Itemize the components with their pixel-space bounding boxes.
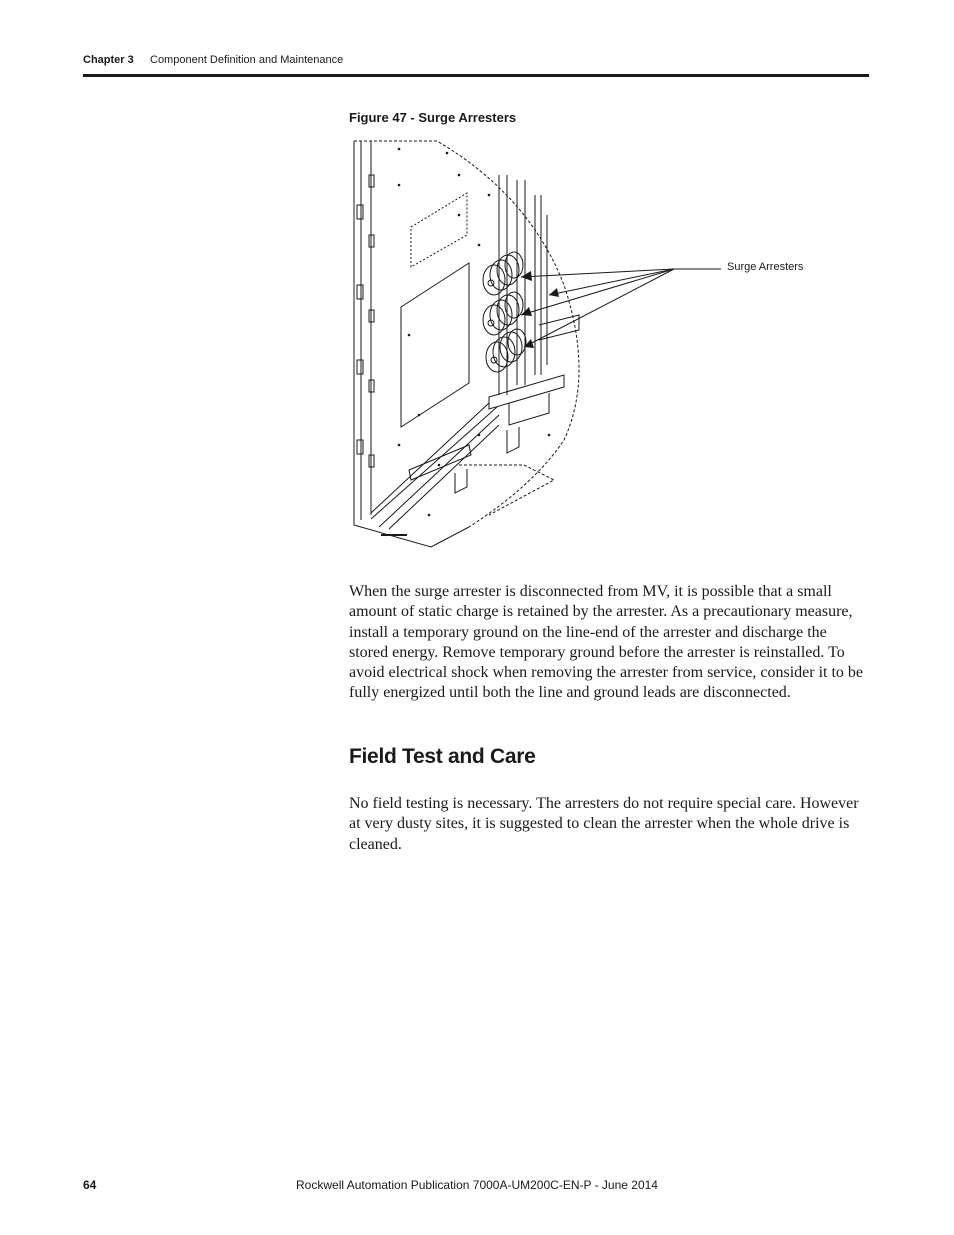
section-heading: Field Test and Care: [349, 745, 536, 768]
header-chapter: Chapter 3: [83, 54, 134, 66]
footer-publication: Rockwell Automation Publication 7000A-UM200C-EN-P - June 2014: [296, 1178, 658, 1192]
header-title: Component Definition and Maintenance: [150, 54, 344, 66]
body-paragraph: When the surge arrester is disconnected from MV, it is possible that a small amount of static charge is retained by the arrester. As a precautionary measure, install a temporary ground on the line-end of the arrester and discharge the stored energy. Remove temporary ground before the arrester is reinstalled. To avoid electrical shock when removing the arrester from service, consider it to be fully energized until both the line and ground leads are disconnected.: [349, 583, 864, 702]
figure-caption: Figure 47 - Surge Arresters: [349, 110, 517, 125]
footer-page-number: 64: [83, 1178, 97, 1192]
surge-arrester-illustration: [349, 135, 809, 560]
callout-surge-arresters: Surge Arresters: [727, 261, 804, 273]
header-rule: [83, 74, 869, 77]
body-paragraph: No field testing is necessary. The arresters do not require special care. However at very dusty sites, it is suggested to clean the arrester when the whole drive is cleaned.: [349, 795, 859, 853]
